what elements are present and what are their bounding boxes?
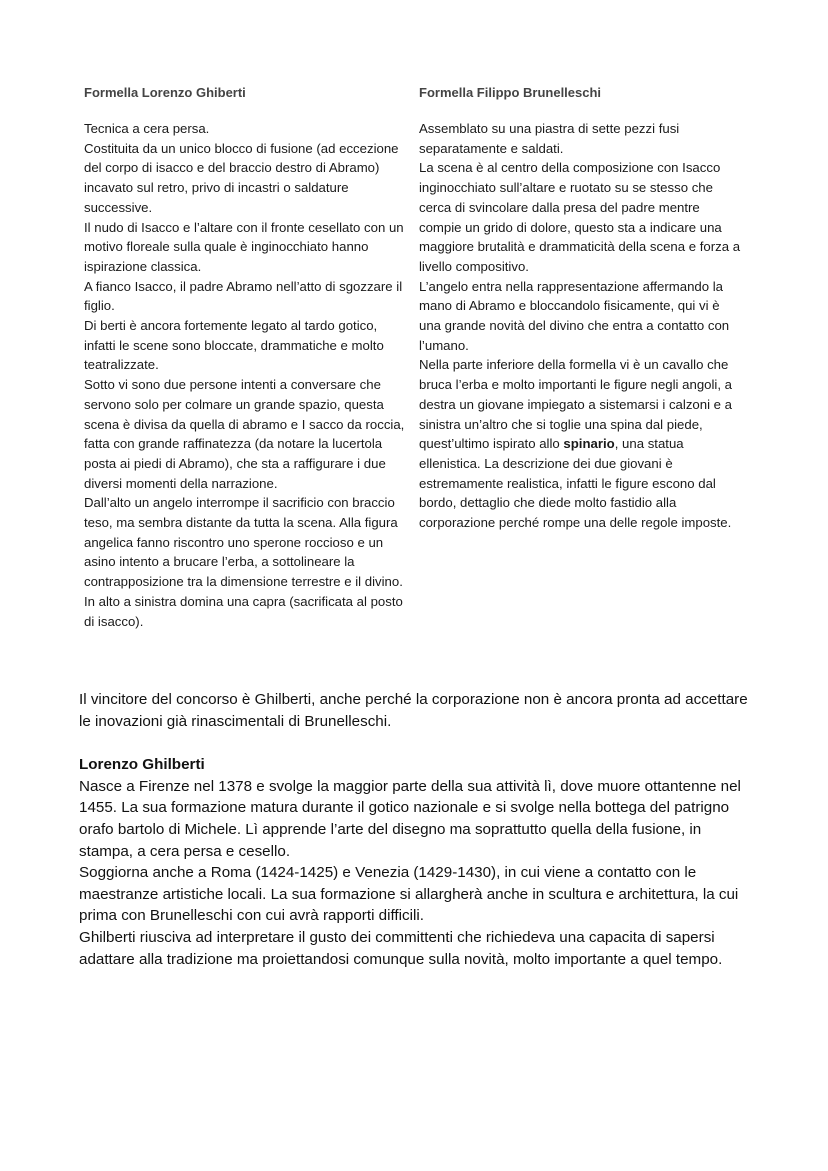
brunelleschi-panel-heading: Formella Filippo Brunelleschi — [419, 85, 602, 100]
main-text-block — [79, 689, 751, 970]
brunelleschi-panel-text — [419, 119, 745, 533]
paragraph: Di berti è ancora fortemente legato al tardo gotico, infatti le scene sono bloccate, drammatiche e molto teatralizzate. — [84, 318, 384, 373]
paragraph: A fianco Isacco, il padre Abramo nell’atto di sgozzare il figlio. — [84, 278, 403, 314]
contest-conclusion: Il vincitore del concorso è Ghilberti, anche perché la corporazione non è ancora pronta ad accettare le inovazioni già rinascimentali di Brunelleschi. — [79, 691, 748, 730]
spinario-keyword: spinario — [563, 436, 615, 452]
paragraph-text: Nella parte inferiore della formella vi è un cavallo che bruca l’erba e molto importanti le figure negli angoli, a destra un giovane impiegato a sistemarsi i calzoni e a sinistra un’altro che si toglie una spina dal piede, quest’ultimo ispirato allo — [419, 357, 733, 452]
ghilberti-bio-heading: Lorenzo Ghilberti — [79, 756, 205, 774]
paragraph: Costituita da un unico blocco di fusione (ad eccezione del corpo di isacco e del braccio destro di Abramo) incavato sul retro, privo di incastri o saldature successive. — [84, 140, 399, 215]
paragraph: Tecnica a cera persa. — [84, 121, 210, 136]
ghiberti-panel-column — [84, 84, 410, 631]
paragraph: La scena è al centro della composizione con Isacco inginocchiato sull’altare e ruotato su se stesso che cerca di svincolare dalla presa del padre mentre compie un grido di dolore, questo sta a indicare una maggiore brutalità e drammaticità della scena e forza a livello compositivo. — [419, 160, 741, 274]
bio-paragraph: Soggiorna anche a Roma (1424-1425) e Venezia (1429-1430), in cui viene a contatto con le maestranze artistiche locali. La sua formazione si allargherà anche in scultura e architettura, la cui prima con Brunelleschi con cui avrà rapporti difficili. — [79, 864, 739, 925]
paragraph: L’angelo entra nella rappresentazione affermando la mano di Abramo e bloccandolo fisicamente, qui vi è una grande novità del divino che entra a contatto con l’umano. — [419, 278, 730, 353]
bio-paragraph: Ghilberti riusciva ad interpretare il gusto dei committenti che richiedeva una capacita di sapersi adattare alla tradizione ma proiettandosi comunque sulla novità, molto importante a quel tempo. — [79, 928, 723, 968]
paragraph — [419, 355, 745, 532]
ghiberti-panel-heading: Formella Lorenzo Ghiberti — [84, 85, 246, 100]
paragraph: Assemblato su una piastra di sette pezzi fusi separatamente e saldati. — [419, 121, 680, 156]
brunelleschi-panel-column — [419, 84, 745, 533]
ghiberti-panel-text — [84, 119, 410, 631]
paragraph: In alto a sinistra domina una capra (sacrificata al posto di isacco). — [84, 593, 403, 629]
bio-paragraph: Nasce a Firenze nel 1378 e svolge la maggior parte della sua attività lì, dove muore ottantenne nel 1455. La sua formazione matura durante il gotico nazionale e si svolge nella bottega del patrigno orafo bartolo di Michele. Lì apprende l’arte del disegno ma soprattutto quella della fusione, in stampa, a cera persa e cesello. — [79, 777, 741, 860]
paragraph: Il nudo di Isacco e l’altare con il fronte cesellato con un motivo floreale sulla quale è inginocchiato hanno ispirazione classica. — [84, 219, 404, 274]
paragraph-text: , una statua ellenistica. La descrizione dei due giovani è estremamente realistica, infatti le figure escono dal bordo, dettaglio che diede molto fastidio alla corporazione perché rompe una delle regole imposte. — [419, 436, 732, 531]
paragraph: Dall’alto un angelo interrompe il sacrificio con braccio teso, ma sembra distante da tutta la scena. Alla figura angelica fanno riscontro uno sperone roccioso e un asino intento a brucare l’erba, a sottolineare la contrapposizione tra la dimensione terrestre e il divino. — [84, 495, 403, 590]
paragraph: Sotto vi sono due persone intenti a conversare che servono solo per colmare un grande spazio, questa scena è divisa da quella di abramo e I sacco da roccia, fatta con grande raffinatezza (da notare la lucertola posta ai piedi di Abramo), che sta a raffigurare i due diversi momenti della narrazione. — [84, 377, 405, 491]
